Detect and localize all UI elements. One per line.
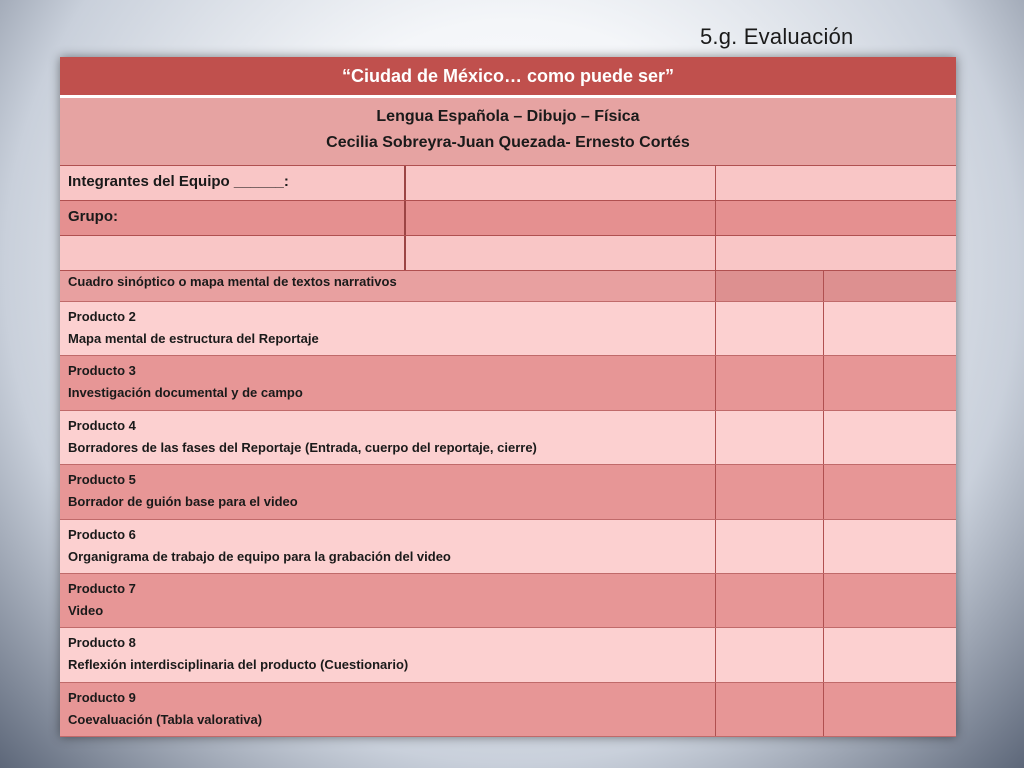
blank-cell-1 (60, 236, 406, 270)
table-row (60, 683, 956, 737)
score-cell-a (716, 520, 824, 573)
table-row (60, 465, 956, 519)
score-cell-a (716, 302, 824, 355)
score-cell-a (716, 356, 824, 409)
score-cell-a (716, 574, 824, 627)
product-name: Producto 7 (68, 580, 136, 596)
blank-cell-2 (406, 236, 716, 270)
product-name: Producto 5 (68, 472, 136, 488)
score-cell-b (824, 465, 956, 518)
score-cell-a (716, 683, 824, 736)
table-row (60, 411, 956, 465)
score-cell-b (824, 302, 956, 355)
team-members-row (60, 166, 956, 201)
score-cell-a (716, 628, 824, 681)
score-cell-b (824, 628, 956, 681)
table-row (60, 302, 956, 356)
blank-cell-3 (716, 236, 956, 270)
score-cell-b (824, 356, 956, 409)
table-row (60, 356, 956, 410)
group-cell-3 (716, 201, 956, 235)
product-name: Producto 6 (68, 526, 136, 542)
product-name: Producto 3 (68, 363, 136, 379)
table-subheader (60, 98, 956, 166)
product-desc: Coevaluación (Tabla valorativa) (68, 711, 263, 727)
product-desc: Reflexión interdisciplinaria del producto (Cuestionario) (68, 657, 409, 673)
score-cell-a (716, 271, 824, 301)
product-desc: Organigrama de trabajo de equipo para la grabación del video (68, 548, 451, 564)
product-1-desc: Cuadro sinóptico o mapa mental de textos narrativos (60, 271, 716, 301)
table-row (60, 574, 956, 628)
product-desc: Borrador de guión base para el video (68, 494, 298, 510)
slide-title: 5.g. Evaluación (700, 24, 854, 49)
score-cell-b (824, 520, 956, 573)
product-name: Producto 4 (68, 417, 136, 433)
score-cell-b (824, 574, 956, 627)
product-desc: Mapa mental de estructura del Reportaje (68, 331, 319, 346)
product-row-1 (60, 271, 956, 302)
product-desc: Borradores de las fases del Reportaje (Entrada, cuerpo del reportaje, cierre) (68, 439, 537, 455)
product-name: Producto 2 (68, 309, 136, 324)
score-cell-b (824, 411, 956, 464)
group-row (60, 201, 956, 236)
score-cell-a (716, 465, 824, 518)
table-row (60, 628, 956, 682)
teachers-line: Cecilia Sobreyra-Juan Quezada- Ernesto Cortés (326, 134, 690, 151)
group-cell-2 (406, 201, 716, 235)
subjects-line: Lengua Española – Dibujo – Física (376, 108, 640, 125)
group-label: Grupo: (60, 201, 406, 235)
score-cell-a (716, 411, 824, 464)
evaluation-table (60, 57, 956, 737)
blank-row (60, 236, 956, 271)
team-cell-3 (716, 166, 956, 200)
product-desc: Video (68, 602, 104, 618)
table-row (60, 520, 956, 574)
team-label: Integrantes del Equipo ______: (60, 166, 406, 200)
product-name: Producto 9 (68, 689, 136, 705)
table-title: “Ciudad de México… como puede ser” (60, 57, 956, 98)
score-cell-b (824, 271, 956, 301)
product-desc: Investigación documental y de campo (68, 385, 303, 401)
score-cell-b (824, 683, 956, 736)
team-cell-2 (406, 166, 716, 200)
product-name: Producto 8 (68, 635, 136, 651)
